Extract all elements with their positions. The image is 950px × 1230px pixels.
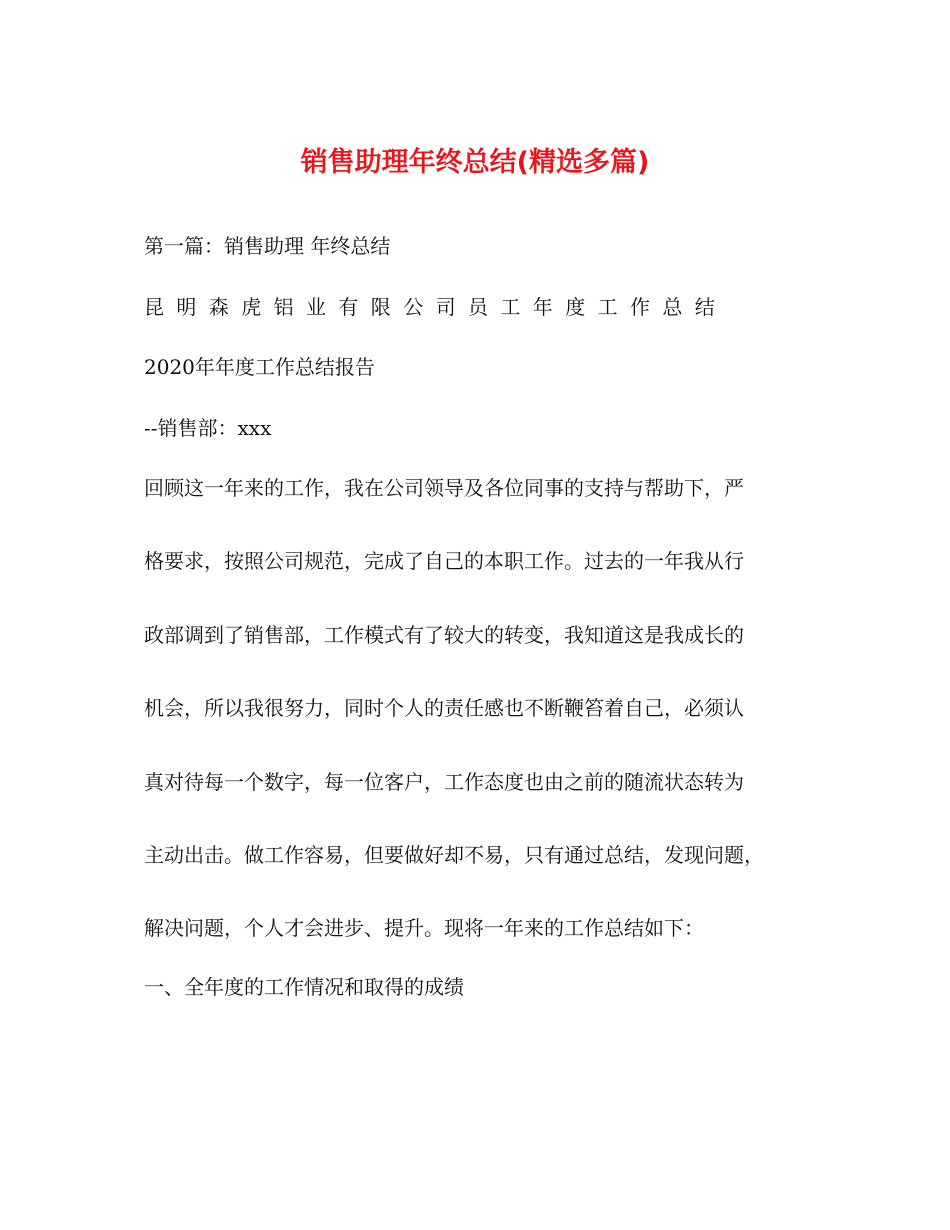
paragraph-line: 格要求，按照公司规范，完成了自己的本职工作。过去的一年我从行 [144,549,744,573]
paragraph-line: 政部调到了销售部，工作模式有了较大的转变，我知道这是我成长的 [144,623,744,647]
paragraph-line: 主动出击。做工作容易，但要做好却不易，只有通过总结，发现问题， [144,843,764,867]
paragraph-line: 机会，所以我很努力，同时个人的责任感也不断鞭笞着自己，必须认 [144,696,744,720]
company-heading: 昆明森虎铝业有限公司员工年度工作总结 [144,295,728,319]
subsection-heading: 一、全年度的工作情况和取得的成绩 [144,975,464,999]
section-heading: 第一篇：销售助理 年终总结 [144,234,391,258]
department-author-line: --销售部：xxx [144,416,272,440]
paragraph-line: 真对待每一个数字，每一位客户，工作态度也由之前的随流状态转为 [144,770,744,794]
document-title: 销售助理年终总结(精选多篇) [300,147,650,178]
paragraph-line: 解决问题，个人才会进步、提升。现将一年来的工作总结如下： [144,916,704,940]
paragraph-line: 回顾这一年来的工作，我在公司领导及各位同事的支持与帮助下，严 [144,476,744,500]
report-heading: 2020年年度工作总结报告 [144,355,375,379]
